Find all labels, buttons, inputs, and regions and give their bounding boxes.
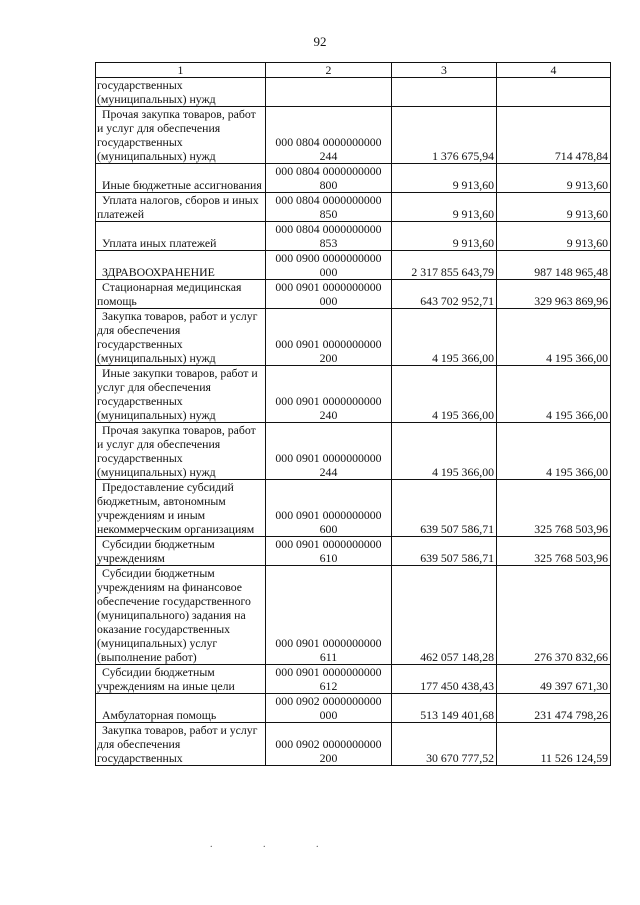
row-value-col4: 325 768 503,96 [497,480,611,537]
row-value-col4: 987 148 965,48 [497,251,611,280]
header-cell: 2 [266,63,392,78]
row-code-cell: 000 0901 0000000000 240 [266,366,392,423]
row-name-cell: Уплата иных платежей [96,222,266,251]
row-code-cell: 000 0804 0000000000 853 [266,222,392,251]
row-name-cell: Субсидии бюджетным учреждениям [96,537,266,566]
row-name-cell: Амбулаторная помощь [96,694,266,723]
table-row [96,280,611,309]
row-code-cell: 000 0901 0000000000 200 [266,309,392,366]
row-code-cell: 000 0804 0000000000 800 [266,164,392,193]
row-name-cell: государственных (муниципальных) нужд [96,78,266,107]
table-row [96,566,611,665]
row-code-cell: 000 0901 0000000000 000 [266,280,392,309]
row-value-col3: 462 057 148,28 [392,566,497,665]
header-cell: 3 [392,63,497,78]
row-value-col3 [392,78,497,107]
row-name-cell: Стационарная медицинская помощь [96,280,266,309]
row-code-cell: 000 0900 0000000000 000 [266,251,392,280]
table-row [96,480,611,537]
row-value-col4: 49 397 671,30 [497,665,611,694]
row-name-cell: Предоставление субсидий бюджетным, автономным учреждениям и иным некоммерческим организациям [96,480,266,537]
budget-table [95,62,611,766]
table-row [96,309,611,366]
row-value-col3: 4 195 366,00 [392,423,497,480]
table-row [96,723,611,766]
row-code-cell: 000 0901 0000000000 612 [266,665,392,694]
row-name-cell: Иные закупки товаров, работ и услуг для обеспечения государственных (муниципальных) нужд [96,366,266,423]
table-row [96,222,611,251]
row-code-cell: 000 0902 0000000000 000 [266,694,392,723]
row-name-cell: Закупка товаров, работ и услуг для обеспечения государственных [96,723,266,766]
row-value-col4: 4 195 366,00 [497,423,611,480]
scan-marks: . . . [210,839,343,850]
row-code-cell [266,78,392,107]
row-value-col3: 9 913,60 [392,193,497,222]
table-row [96,193,611,222]
row-value-col3: 9 913,60 [392,164,497,193]
row-value-col4: 4 195 366,00 [497,309,611,366]
table-body [96,78,611,766]
table-row [96,107,611,164]
row-value-col3: 513 149 401,68 [392,694,497,723]
row-value-col3: 1 376 675,94 [392,107,497,164]
table-row [96,423,611,480]
table-row [96,78,611,107]
row-code-cell: 000 0901 0000000000 600 [266,480,392,537]
header-row [96,63,611,78]
row-value-col4: 325 768 503,96 [497,537,611,566]
row-name-cell: Закупка товаров, работ и услуг для обеспечения государственных (муниципальных) нужд [96,309,266,366]
row-value-col3: 30 670 777,52 [392,723,497,766]
header-cell: 1 [96,63,266,78]
table-row [96,537,611,566]
row-code-cell: 000 0901 0000000000 611 [266,566,392,665]
row-name-cell: Субсидии бюджетным учреждениям на финансовое обеспечение государственного (муниципального) задания на оказание государственных (муниципальных) услуг (выполнение работ) [96,566,266,665]
row-value-col4: 276 370 832,66 [497,566,611,665]
row-code-cell: 000 0804 0000000000 244 [266,107,392,164]
row-name-cell: Прочая закупка товаров, работ и услуг для обеспечения государственных (муниципальных) нужд [96,107,266,164]
row-value-col4: 4 195 366,00 [497,366,611,423]
header-cell: 4 [497,63,611,78]
row-code-cell: 000 0901 0000000000 610 [266,537,392,566]
row-value-col4: 11 526 124,59 [497,723,611,766]
row-value-col3: 639 507 586,71 [392,537,497,566]
row-value-col3: 639 507 586,71 [392,480,497,537]
row-value-col4 [497,78,611,107]
row-name-cell: Прочая закупка товаров, работ и услуг для обеспечения государственных (муниципальных) нужд [96,423,266,480]
row-value-col4: 231 474 798,26 [497,694,611,723]
table-row [96,694,611,723]
row-name-cell: Уплата налогов, сборов и иных платежей [96,193,266,222]
row-value-col3: 2 317 855 643,79 [392,251,497,280]
table-row [96,251,611,280]
row-code-cell: 000 0804 0000000000 850 [266,193,392,222]
table-row [96,665,611,694]
row-value-col3: 4 195 366,00 [392,309,497,366]
row-name-cell: Субсидии бюджетным учреждениям на иные цели [96,665,266,694]
row-value-col4: 714 478,84 [497,107,611,164]
table-row [96,164,611,193]
row-value-col3: 177 450 438,43 [392,665,497,694]
row-name-cell: ЗДРАВООХРАНЕНИЕ [96,251,266,280]
row-name-cell: Иные бюджетные ассигнования [96,164,266,193]
row-value-col3: 643 702 952,71 [392,280,497,309]
page-number: 92 [313,34,327,49]
row-value-col3: 9 913,60 [392,222,497,251]
row-code-cell: 000 0901 0000000000 244 [266,423,392,480]
row-value-col4: 9 913,60 [497,222,611,251]
row-value-col4: 9 913,60 [497,193,611,222]
table-row [96,366,611,423]
row-code-cell: 000 0902 0000000000 200 [266,723,392,766]
row-value-col4: 329 963 869,96 [497,280,611,309]
row-value-col3: 4 195 366,00 [392,366,497,423]
row-value-col4: 9 913,60 [497,164,611,193]
